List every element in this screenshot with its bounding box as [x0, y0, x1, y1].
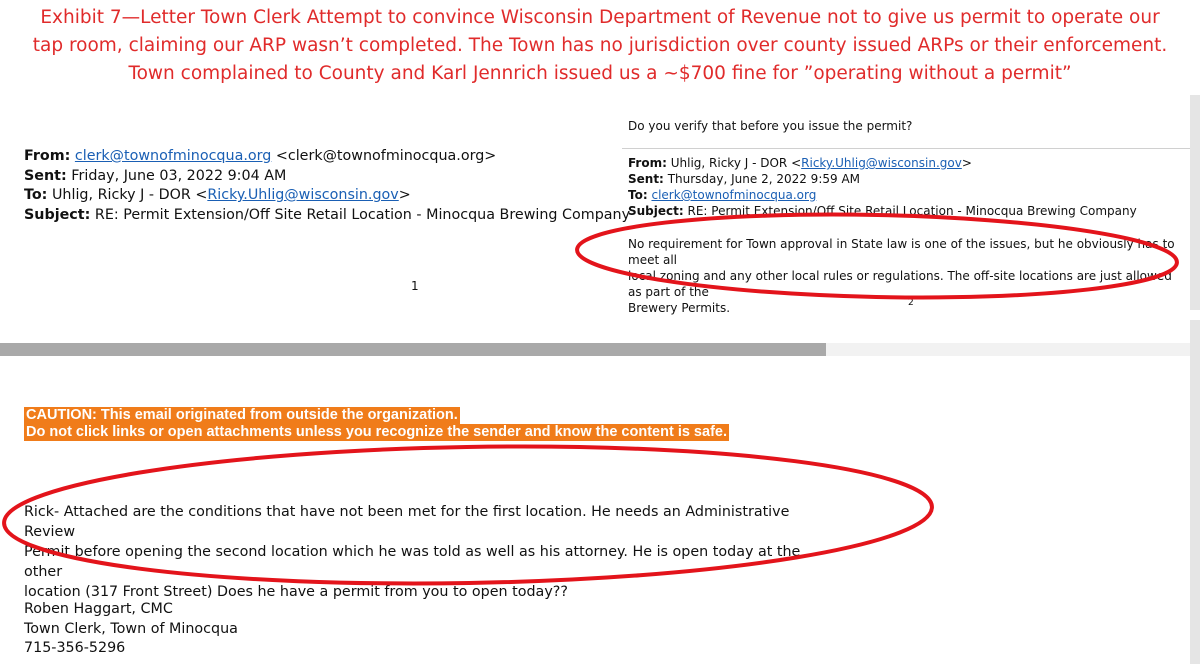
- from-label: From:: [24, 148, 71, 164]
- signature-phone: 715-356-5296: [24, 640, 126, 656]
- caption-line-2: tap room, claiming our ARP wasn’t completed. The Town has no jurisdiction over county issued ARPs or their enforcement.: [32, 35, 1168, 56]
- page-number-1: 1: [411, 279, 419, 293]
- dor-body-line-1: No requirement for Town approval in State law is one of the issues, but he obviously has to meet all: [628, 237, 1175, 267]
- signature-name: Roben Haggart, CMC: [24, 601, 173, 617]
- message-line-1: Rick- Attached are the conditions that have not been met for the first location. He needs an Administrative Review: [24, 504, 790, 540]
- from-email-angle: <clerk@townofminocqua.org>: [275, 148, 497, 164]
- dor-subject-value: RE: Permit Extension/Off Site Retail Location - Minocqua Brewing Company: [687, 204, 1137, 218]
- clerk-message-circle: [3, 439, 933, 591]
- dor-subject-label: Subject:: [628, 204, 684, 218]
- signature-title: Town Clerk, Town of Minocqua: [24, 620, 238, 637]
- to-close: >: [398, 187, 411, 203]
- dor-sent-label: Sent:: [628, 172, 664, 186]
- caption-line-1: Exhibit 7—Letter Town Clerk Attempt to convince Wisconsin Department of Revenue not to give us permit to operate our: [40, 7, 1160, 28]
- from-email-link[interactable]: clerk@townofminocqua.org: [74, 148, 272, 164]
- to-label: To:: [24, 187, 48, 203]
- dor-reply-circle: [576, 209, 1178, 304]
- dor-body-line-2: local zoning and any other local rules or regulations. The off-site locations are just allowed as part of the: [628, 269, 1172, 299]
- page-number-2: 2: [908, 298, 914, 308]
- caution-line-2: Do not click links or open attachments unless you recognize the sender and know the content is safe.: [26, 424, 727, 440]
- dor-to-label: To:: [628, 188, 648, 202]
- dor-body-line-3: Brewery Permits.: [628, 301, 731, 315]
- dor-from-email-link[interactable]: Ricky.Uhlig@wisconsin.gov: [801, 156, 962, 170]
- message-line-3: location (317 Front Street) Does he have a permit from you to open today??: [24, 584, 568, 600]
- message-line-2: Permit before opening the second location which he was told as well as his attorney. He is open today at the other: [24, 544, 801, 580]
- subject-label: Subject:: [24, 206, 91, 223]
- caution-line-1: CAUTION: This email originated from outside the organization.: [26, 407, 458, 423]
- verify-question: Do you verify that before you issue the permit?: [628, 119, 913, 133]
- sent-value: Friday, June 03, 2022 9:04 AM: [71, 167, 287, 184]
- dor-from-label: From:: [628, 156, 667, 170]
- dor-from-close: >: [961, 156, 972, 170]
- to-value: Uhlig, Ricky J - DOR <: [51, 187, 208, 203]
- subject-value: RE: Permit Extension/Off Site Retail Location - Minocqua Brewing Company: [94, 206, 631, 223]
- caption-line-3: Town complained to County and Karl Jennrich issued us a ~$700 fine for ”operating without a permit”: [128, 63, 1072, 84]
- dor-to-email-link[interactable]: clerk@townofminocqua.org: [651, 188, 817, 202]
- sent-label: Sent:: [24, 167, 67, 184]
- to-email-link[interactable]: Ricky.Uhlig@wisconsin.gov: [207, 187, 399, 203]
- dor-from-value: Uhlig, Ricky J - DOR <: [670, 156, 802, 170]
- dor-sent-value: Thursday, June 2, 2022 9:59 AM: [667, 172, 861, 186]
